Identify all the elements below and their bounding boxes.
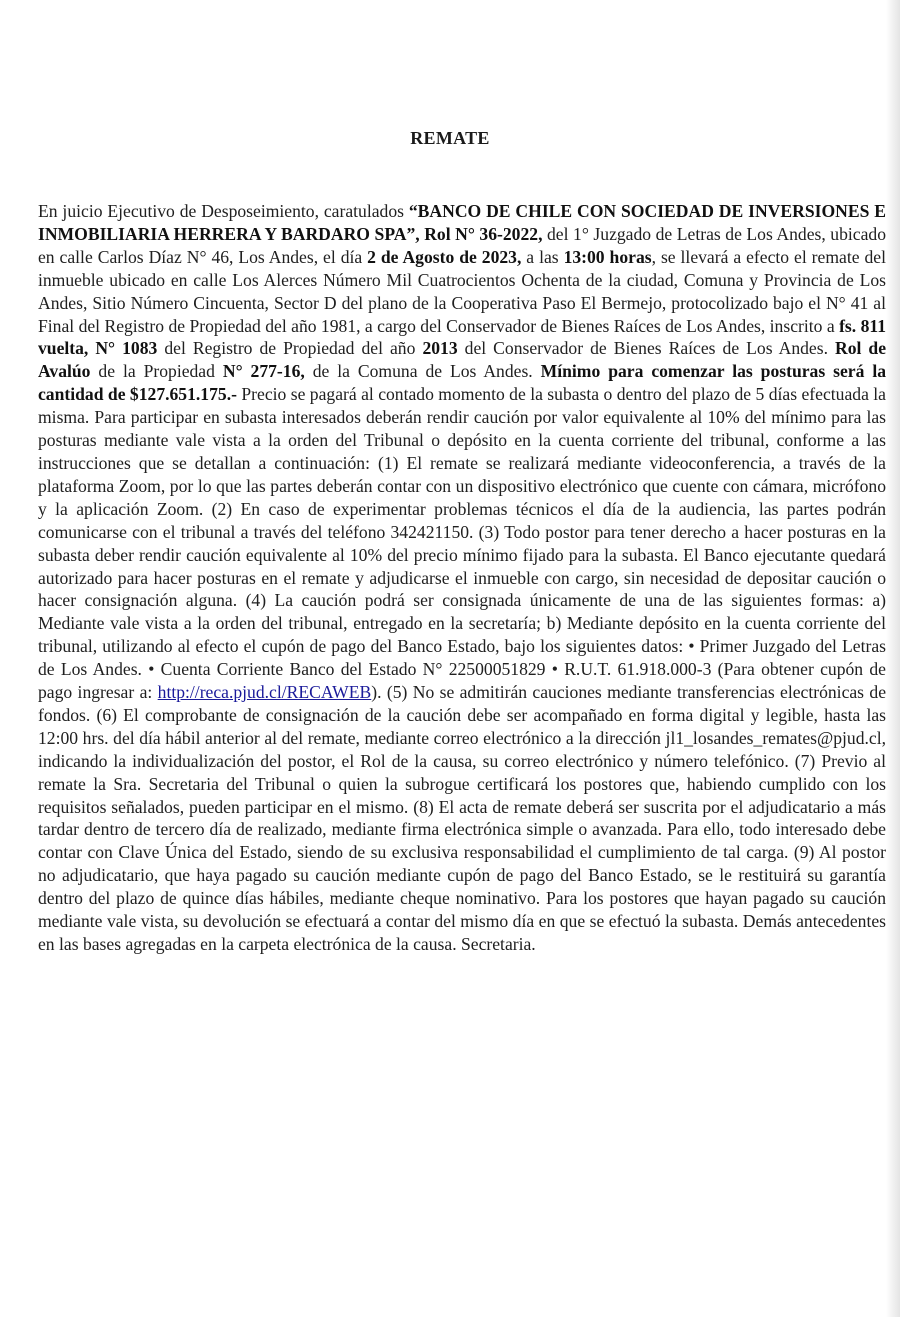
text-segment: Precio se pagará al contado momento de la subasta o dentro del plazo de 5 días efectuada la misma. Para participar en subasta interesados deberán rendir caución por valor equivalente al 10% del mínimo para las posturas mediante vale vista a la orden del Tribunal o depósito en la cuenta corriente del tribunal, conforme a las instrucciones que se detallan a continuación: (1) El remate se realizará mediante videoconferencia, a través de la plataforma Zoom, por lo que las partes deberán contar con un dispositivo electrónico que cuente con cámara, micrófono y la aplicación Zoom. (2) En caso de experimentar problemas técnicos el día de la audiencia, las partes podrán comunicarse con el tribunal a través del teléfono 342421150. (3) Todo postor para tener derecho a hacer posturas en la subasta deber rendir caución equivalente al 10% del precio mínimo fijado para la subasta. El Banco ejecutante quedará autorizado para hacer posturas en el remate y adjudicarse el inmueble con cargo, sin necesidad de depositar caución o hacer consignación alguna. (4) La caución podrá ser consignada únicamente de una de las siguientes formas: a) Mediante vale vista a la orden del tribunal, entregado en la secretaría; b) Mediante depósito en la cuenta corriente del tribunal, utilizando al efecto el cupón de pago del Banco Estado, bajo los siguientes datos: • Primer Juzgado del Letras de Los Andes. • Cuenta Corriente Banco del Estado N° 22500051829 • R.U.T. 61.918.000-3 (Para obtener cupón de pago ingresar a: (38, 384, 886, 703)
bold-text-segment: Mínimo para comenzar las posturas será la cantidad de $127.651.175.- (38, 361, 887, 405)
bold-text-segment: 13:00 horas (563, 246, 652, 267)
text-segment: de la Propiedad (90, 361, 223, 382)
bold-text-segment: fs. 811 vuelta, N° 1083 (38, 315, 886, 359)
text-segment: ). (5) No se admitirán cauciones mediante transferencias electrónicas de fondos. (6) El comprobante de consignación de la caución debe ser acompañado en forma digital y legible, hasta las 12:00 hrs. del día hábil anterior al del remate, mediante correo electrónico a la dirección jl1_losandes_remates@pjud.cl, indicando la individualización del postor, el Rol de la causa, su correo electrónico y número telefónico. (7) Previo al remate la Sra. Secretaria del Tribunal o quien la subrogue certificará los postores que, habiendo cumplido con los requisitos señalados, pueden participar en el mismo. (8) El acta de remate deberá ser suscrita por el adjudicatario a más tardar dentro de tercero día de realizado, mediante firma electrónica simple o avanzada. Para ello, todo interesado debe contar con Clave Única del Estado, siendo de su exclusiva responsabilidad el cumplimiento de tal carga. (9) Al postor no adjudicatario, que haya pagado su caución mediante cupón de pago del Banco Estado, se le restituirá su garantía dentro del plazo de quince días hábiles, mediante cheque nominativo. Para los postores que hayan pagado su caución mediante vale vista, su devolución se efectuará a contar del mismo día en que se efectuó la subasta. Demás antecedentes en las bases agregadas en la carpeta electrónica de la causa. Secretaria. (38, 682, 886, 954)
text-segment: , se llevará a efecto el remate del inmueble ubicado en calle Los Alerces Número Mil Cuatrocientos Ochenta de la ciudad, Comuna y Provincia de Los Andes, Sitio Número Cincuenta, Sector D del plano de la Cooperativa Paso El Bermejo, protocolizado bajo el N° 41 al Final del Registro de Propiedad del año 1981, a cargo del Conservador de Bienes Raíces de Los Andes, inscrito a (38, 246, 886, 336)
bold-text-segment: N° 277-16, (222, 361, 305, 382)
document-body (38, 200, 886, 956)
reca-link[interactable]: http://reca.pjud.cl/RECAWEB (157, 682, 372, 703)
bold-text-segment: Rol de Avalúo (38, 338, 887, 382)
document-title: REMATE (410, 128, 490, 148)
text-segment: del Conservador de Bienes Raíces de Los Andes. (457, 338, 835, 359)
page-edge-shadow (886, 0, 900, 1317)
text-segment: del 1° Juzgado de Letras de Los Andes, ubicado en calle Carlos Díaz N° 46, Los Andes, el día (38, 223, 886, 267)
bold-text-segment: 2 de Agosto de 2023, (367, 246, 522, 267)
bold-text-segment: “BANCO DE CHILE CON SOCIEDAD DE INVERSIONES E INMOBILIARIA HERRERA Y BARDARO SPA”, Rol N° 36-2022, (38, 201, 886, 244)
text-segment: En juicio Ejecutivo de Desposeimiento, caratulados (38, 201, 409, 221)
text-segment: a las (521, 246, 564, 267)
text-segment: de la Comuna de Los Andes. (304, 361, 541, 382)
bold-text-segment: 2013 (422, 338, 458, 359)
text-segment: del Registro de Propiedad del año (157, 338, 423, 359)
